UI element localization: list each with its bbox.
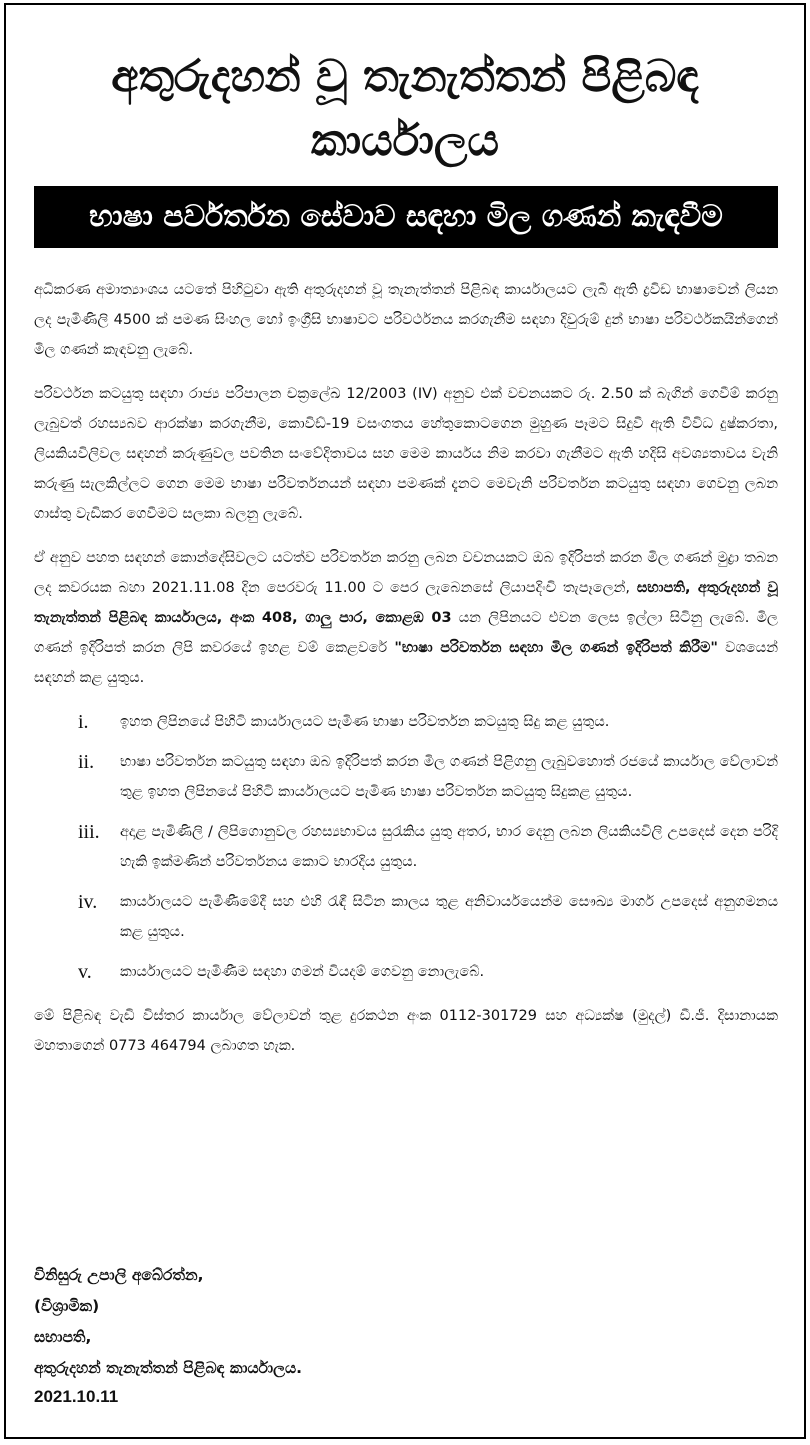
envelope-marking: "භාෂා පරිවර්තන සඳහා මිල ගණන් ඉදිරිපත් කිරීම": [394, 640, 718, 656]
condition-number: v.: [78, 961, 92, 983]
notice-body: [34, 275, 778, 1075]
paragraph-payment: පරිවර්ථන කටයුතු සඳහා රාජ්‍ය පරිපාලන චක්‍රලේඛ 12/2003 (IV) අනුව එක් වචනයකට රු. 2.50 ක් බැගින් ගෙවීම් කරනු ලැබුවත් රහස්‍යබව ආරක්ෂා කරගැනීම, කොවිඩ්-19 වසංගතය හේතුකොටගෙන මුහුණ පෑමට සිදුවී ඇති විවිධ දුෂ්කරතා, ලියකියවිලිවල සඳහන් කරුණුවල පවතින සංවේදිතාවය සහ මෙම කාර්යය නිම කරවා ගැනීමට ඇති හදිසි අවශ්‍යතාවය වැනි කරුණු සැලකිල්ලට ගෙන මෙම භාෂා පරිවර්තනයන් සඳහා පමණක් දැනට මෙවැනි පරිවර්තන කටයුතු සඳහා ගෙවනු ලබන ගාස්තු වැඩිකර ගෙවීමට සලකා බලනු ලැබේ.: [34, 386, 778, 522]
paragraph-submission: [34, 543, 778, 693]
notice-heading-banner: භාෂා පර්වර්තන සේවාව සඳහා මිල ගණන් කැඳවීම: [34, 186, 778, 248]
signatory-role: සභාපති,: [34, 1328, 92, 1346]
condition-text: අදාළ පැමිණිලි / ලිපිගොනුවල රහස්‍යභාවය සුරැකිය යුතු අතර, භාර දෙනු ලබන ලියකියවිලි උපදෙස් දෙන පරිදි හැකි ඉක්මණින් පරිවර්තනය කොට භාරදිය යුතුය.: [120, 824, 778, 870]
condition-number: i.: [78, 711, 89, 733]
notice-page: [4, 3, 806, 1439]
condition-text: කාර්යාලයට පැමිණීමේදී සහ එහි රැඳී සිටින කාලය තුළ අනිවාර්යයෙන්ම සෞඛ්‍ය මාර්ග උපදෙස් අනුගමනය කළ යුතුය.: [120, 894, 778, 940]
paragraph-intro: අධිකරණ අමාත්‍යාංශය යටතේ පිහිටුවා ඇති අතුරුදහන් වූ තැනැත්තන් පිළිබඳ කාර්යාලයට ලැබී ඇති ද්‍රවිඩ භාෂාවෙන් ලියන ලද පැමිණිලි 4500 ක් පමණ සිංහල හෝ ඉංග්‍රීසි භාෂාවට පරිවර්ථනය කරගැනීම සඳහා දිවුරුම් දුන් භාෂා පරිවර්ථකයින්ගෙන් මිල ගණන් කැඳවනු ලැබේ.: [34, 282, 778, 358]
conditions-list: [34, 707, 778, 987]
list-item: [34, 747, 778, 807]
signatory-office: අතුරුදහන් තැනැත්තන් පිළිබඳ කාර්යාලය.: [34, 1359, 302, 1377]
list-item: [34, 887, 778, 947]
office-title-line-1: අතුරුදහන් වූ තැනැත්තන් පිළිබඳ: [111, 51, 699, 102]
submission-text-mid: යන ලිපිනයට එවන ලෙස ඉල්ලා සිටිනු ලැබේ. මිල ගණන් ඉදිරිපත් කරන ලිපි කවරයේ ඉහළ වම් කෙළවරේ: [34, 610, 778, 656]
signature-block: [34, 1260, 302, 1384]
condition-text: ඉහත ලිපිනයේ පිහිටි කාර්යාලයට පැමිණ භාෂා පරිවර්තන කටයුතු සිදු කළ යුතුය.: [120, 714, 610, 730]
paragraph-contact: මේ පිළිබඳ වැඩි විස්තර කාර්යාල වේලාවන් තුළ දුරකථන අංක 0112-301729 සහ අධ්‍යක්ෂ (මුදල්) ඩී.ජී. දිසානායක මහතාගෙන් 0773 464794 ලබාගත හැක.: [34, 1008, 778, 1054]
signatory-status: (විශ්‍රාමික): [34, 1297, 100, 1315]
condition-number: iv.: [78, 891, 98, 913]
condition-text: කාර්යාලයට පැමිණීම සඳහා ගමන් වියදම් ගෙවනු නොලැබේ.: [120, 964, 485, 980]
condition-number: ii.: [78, 751, 95, 773]
office-title: [6, 5, 804, 173]
submission-text-end: වශයෙන් සඳහන් කළ යුතුය.: [34, 640, 778, 686]
list-item: [34, 707, 778, 737]
submission-text-start: ඒ අනුව පහත සඳහන් කොන්දේසිවලට යටත්ව පරිවර්තන කරනු ලබන වචනයකට ඔබ ඉදිරිපත් කරන මිල ගණන් මුද්‍රා තබන ලද කවරයක බහා 2021.11.08 දින පෙරවරු 11.00 ට පෙර ලැබෙනසේ ලියාපදිංචි තැපෑලෙන්,: [34, 550, 778, 596]
list-item: [34, 817, 778, 877]
condition-text: භාෂා පරිවර්තන කටයුතු සඳහා ඔබ ඉදිරිපත් කරන මිල ගණන් පිළිගනු ලැබුවහොත් රජයේ කාර්යාල වේලාවන් තුළ ඉහත ලිපිනයේ පිහිටි කාර්යාලයට පැමිණ භාෂා පරිවර්තන කටයුතු සිදුකළ යුතුය.: [120, 754, 778, 800]
office-title-line-2: කාර්යාලය: [310, 115, 500, 166]
condition-number: iii.: [78, 821, 100, 843]
list-item: [34, 957, 778, 987]
signatory-name: විනිසුරු උපාලි අබේරත්න,: [34, 1266, 204, 1284]
notice-date: 2021.10.11: [34, 1387, 119, 1406]
submission-address: සභාපති, අතුරුදහන් වූ තැනැත්තන් පිළිබඳ කාර්යාලය, අංක 408, ගාලු පාර, කොළඹ 03: [34, 580, 778, 626]
